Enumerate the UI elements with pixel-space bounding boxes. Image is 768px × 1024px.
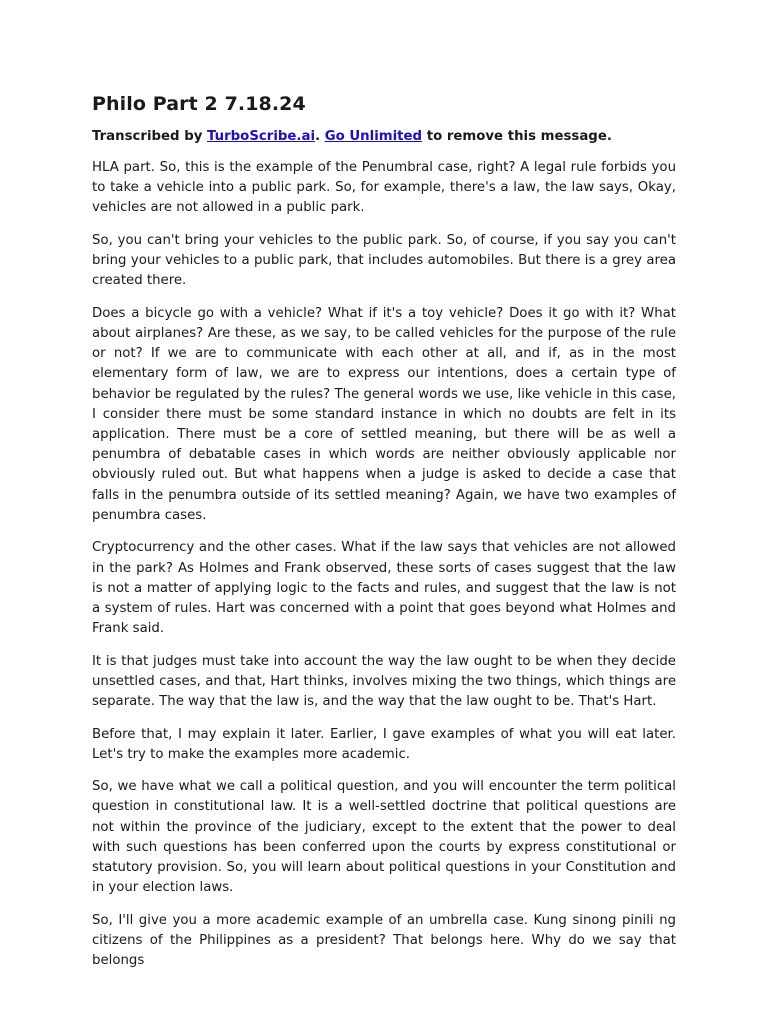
paragraph: Does a bicycle go with a vehicle? What if it's a toy vehicle? Does it go with it? What about airplanes? Are these, as we say, to be called vehicles for the purpose of the rule or not? If we are to communicate with each other at all, and if, as in the most elementary form of law, we are to express our intentions, does a certain type of behavior be regulated by the rules? The general words we use, like vehicle in this case, I consider there must be some standard instance in which no doubts are felt in its application. There must be a core of settled meaning, but there will be as well a penumbra of debatable cases in which words are neither obviously applicable nor obviously ruled out. But what happens when a judge is asked to decide a case that falls in the penumbra outside of its settled meaning? Again, we have two examples of penumbra cases. [92,305,676,523]
paragraph: So, we have what we call a political question, and you will encounter the term political question in constitutional law. It is a well-settled doctrine that political questions are not within the province of the judiciary, except to the extent that the power to deal with such questions has been conferred upon the courts by express constitutional or statutory provision. So, you will learn about political questions in your Constitution and in your election laws. [92,779,676,896]
paragraph: Before that, I may explain it later. Earlier, I gave examples of what you will eat later. Let's try to make the examples more academic. [92,726,676,762]
document-title: Philo Part 2 7.18.24 [92,93,306,115]
banner-prefix: Transcribed by [92,129,208,144]
banner-separator: . [315,129,325,144]
paragraph: Cryptocurrency and the other cases. What if the law says that vehicles are not allowed in the park? As Holmes and Frank observed, these sorts of cases suggest that the law is not a matter of applying logic to the facts and rules, and suggest that the law is not a system of rules. Hart was concerned with a point that goes beyond what Holmes and Frank said. [92,540,676,637]
paragraph: It is that judges must take into account the way the law ought to be when they decide unsettled cases, and that, Hart thinks, involves mixing the two things, which things are separate. The way that the law is, and the way that the law ought to be. That's Hart. [92,653,676,710]
go-unlimited-link[interactable]: Go Unlimited [324,129,423,144]
transcription-banner [92,127,676,147]
banner-suffix: to remove this message. [422,129,612,144]
paragraph: So, you can't bring your vehicles to the public park. So, of course, if you say you can't bring your vehicles to a public park, that includes automobiles. But there is a grey area created there. [92,232,676,289]
paragraph: So, I'll give you a more academic example of an umbrella case. Kung sinong pinili ng citizens of the Philippines as a president? That belongs here. Why do we say that belongs [92,912,676,969]
turboscribe-link[interactable]: TurboScribe.ai [207,129,316,144]
paragraph: HLA part. So, this is the example of the Penumbral case, right? A legal rule forbids you to take a vehicle into a public park. So, for example, there's a law, the law says, Okay, vehicles are not allowed in a public park. [92,160,676,216]
